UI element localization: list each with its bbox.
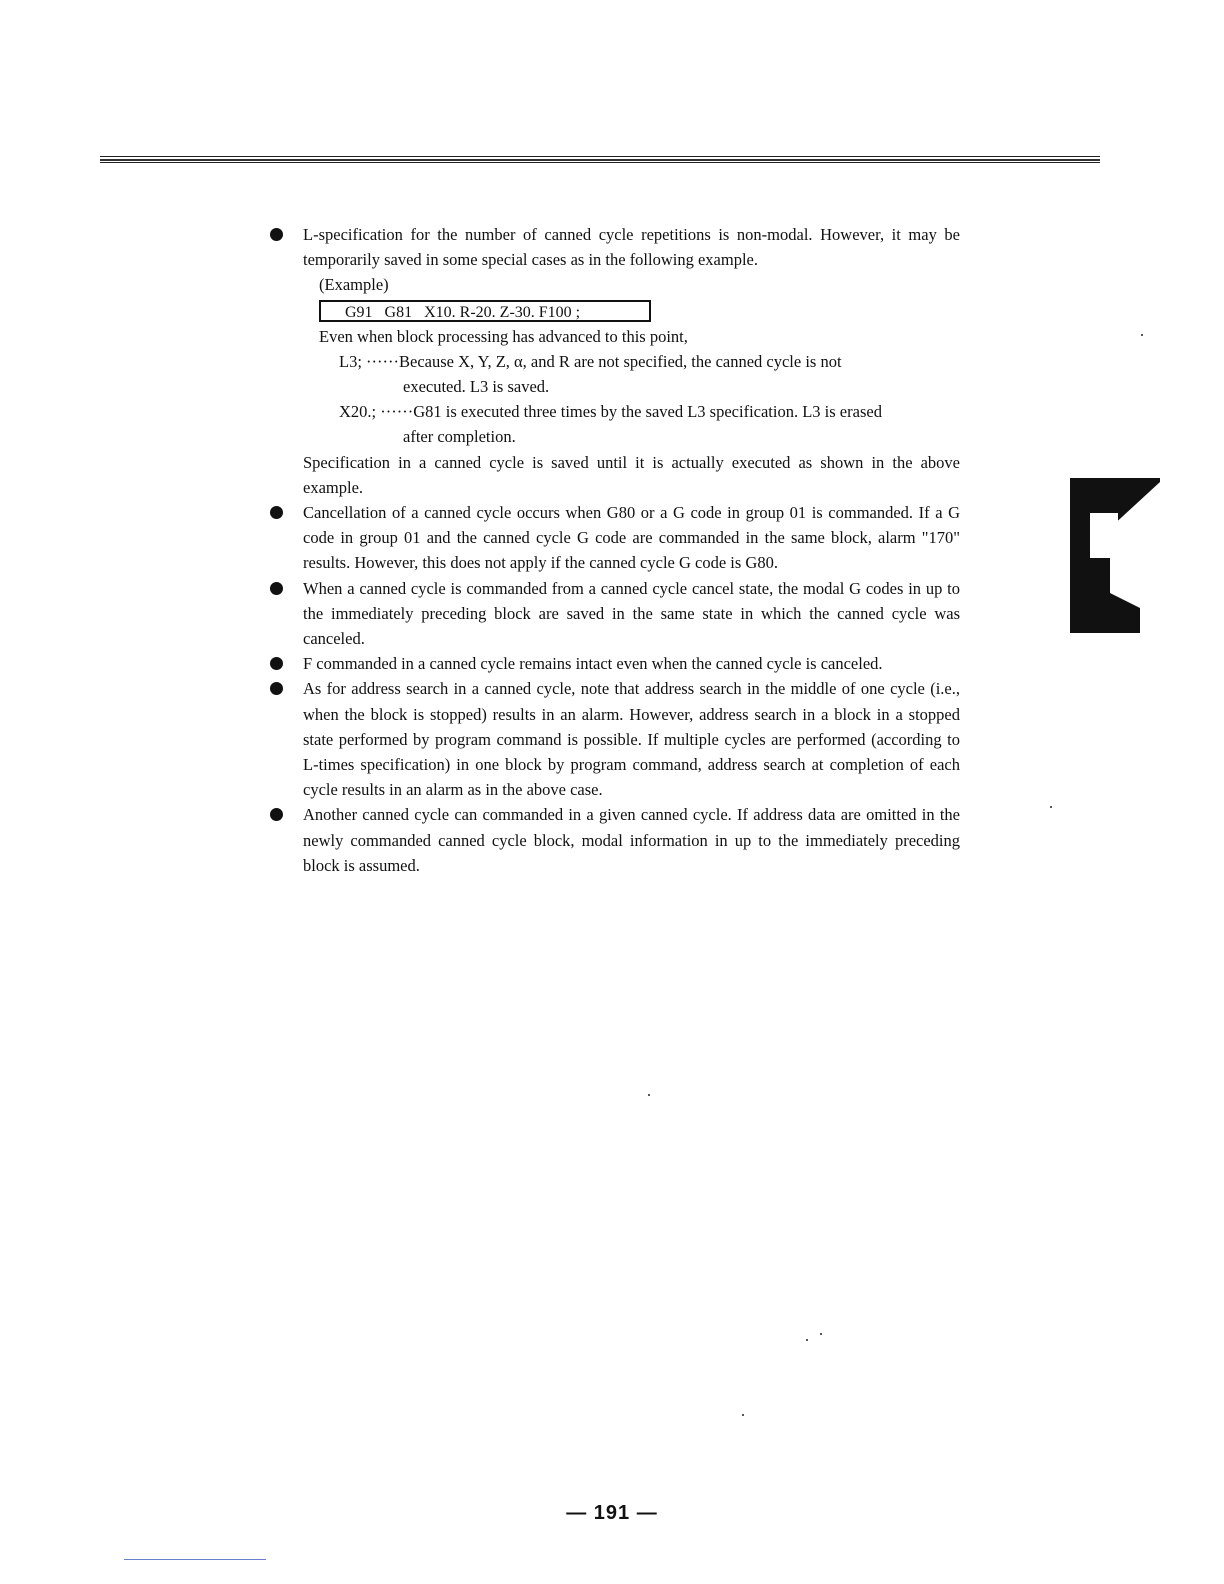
scan-speck [648, 1094, 650, 1096]
header-rule-top [100, 156, 1100, 157]
paragraph: L-specification for the number of canned cycle repetitions is non-modal. However, it may be temporarily saved in some special cases as in the following example. [303, 225, 960, 270]
definition-term: X20.; ······ [339, 402, 414, 422]
paragraph: Another canned cycle can commanded in a given canned cycle. If address data are omitted in the newly commanded canned cycle block, modal information in up to the immediately preceding block is assumed. [303, 805, 960, 875]
paragraph: When a canned cycle is commanded from a canned cycle cancel state, the modal G codes in up to the immediately preceding block are saved in the same state in which the canned cycle was canceled. [303, 578, 960, 649]
paragraph: Specification in a canned cycle is saved until it is actually executed as shown in the above example. [303, 452, 960, 497]
definition-term: L3; ······ [339, 351, 400, 371]
definition-item [339, 399, 960, 449]
section-tab-icon [1070, 478, 1160, 633]
header-rule-bottom [100, 162, 1100, 163]
bullet-icon [270, 808, 283, 821]
bullet-icon [270, 582, 283, 595]
list-item [270, 676, 960, 802]
definition-continuation: after completion. [403, 427, 516, 447]
lead-text: Even when block processing has advanced to this point, [319, 326, 688, 346]
list-item [270, 802, 960, 878]
scan-speck [1141, 334, 1143, 336]
definition-continuation: executed. L3 is saved. [403, 377, 550, 397]
paragraph: F commanded in a canned cycle remains intact even when the canned cycle is canceled. [303, 654, 883, 674]
list-item [270, 651, 960, 676]
header-rule-middle [100, 159, 1100, 161]
code-example-box: G91 G81 X10. R-20. Z-30. F100 ; [319, 300, 651, 322]
scan-speck [742, 1414, 744, 1416]
scan-speck [1050, 806, 1052, 808]
list-item [270, 222, 960, 500]
paragraph: Cancellation of a canned cycle occurs when G80 or a G code in group 01 is commanded. If a G code in group 01 and the canned cycle G code are commanded in the same block, alarm "170" results. However, this does not apply if the canned cycle G code is G80. [303, 503, 960, 573]
paragraph: As for address search in a canned cycle, note that address search in the middle of one cycle (i.e., when the block is stopped) results in an alarm. However, address search in a block in a stopped state performed by program command is possible. If multiple cycles are performed (according to L-times specification) in one block by program command, address search at completion of each cycle results in an alarm as in the above case. [303, 679, 960, 800]
definition-text: Because X, Y, Z, α, and R are not specified, the canned cycle is not [399, 351, 842, 371]
bullet-icon [270, 506, 283, 519]
footer-line [124, 1559, 266, 1560]
bullet-icon [270, 657, 283, 670]
list-item [270, 500, 960, 576]
definition-item [339, 349, 960, 399]
example-label: (Example) [319, 275, 389, 295]
page-content [270, 222, 960, 878]
page-number: — 191 — [566, 1502, 658, 1524]
list-item [270, 576, 960, 652]
bullet-icon [270, 682, 283, 695]
scan-speck [820, 1333, 822, 1335]
bullet-icon [270, 228, 283, 241]
scan-speck [806, 1339, 808, 1341]
definition-text: G81 is executed three times by the saved L3 specification. L3 is erased [413, 402, 882, 422]
